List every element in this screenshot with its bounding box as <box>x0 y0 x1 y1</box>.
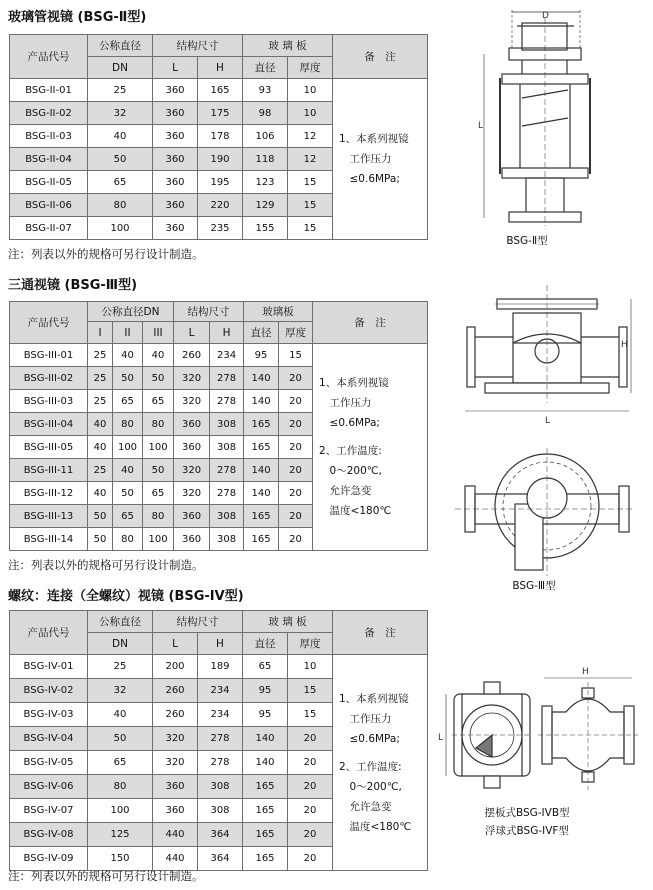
header-diam: 直径 <box>243 57 288 79</box>
header-l: L <box>153 633 198 655</box>
cell-h: 278 <box>210 459 244 482</box>
cell-l: 320 <box>174 390 210 413</box>
header-h: H <box>198 633 243 655</box>
cell-diam: 93 <box>243 79 288 102</box>
cell-dn-ii: 50 <box>113 367 143 390</box>
header-code: 产品代号 <box>10 302 88 344</box>
cell-dn-i: 50 <box>88 528 113 551</box>
cell-thick: 20 <box>279 390 313 413</box>
remark-line: ≤0.6MPa; <box>319 417 380 429</box>
section2-title: 三通视镜 (BSG-Ⅲ型) <box>8 278 138 293</box>
cell-h: 278 <box>210 390 244 413</box>
cell-code: BSG-IV-04 <box>10 727 88 751</box>
remark-line: 0～200℃, <box>319 465 382 477</box>
cell-diam: 155 <box>243 217 288 240</box>
table-row <box>10 344 428 367</box>
cell-code: BSG-IV-09 <box>10 847 88 871</box>
cell-code: BSG-II-07 <box>10 217 88 240</box>
remark-line: 1、本系列视镜 <box>339 692 409 705</box>
cell-code: BSG-III-05 <box>10 436 88 459</box>
cell-dn-ii: 80 <box>113 413 143 436</box>
bsg-iii-top-drawing <box>455 448 635 578</box>
header-thick: 厚度 <box>288 633 333 655</box>
cell-l: 360 <box>153 171 198 194</box>
remark-cell <box>333 655 428 871</box>
cell-thick: 15 <box>279 344 313 367</box>
remark-line: 1、本系列视镜 <box>339 133 409 145</box>
cell-thick: 20 <box>288 775 333 799</box>
cell-thick: 20 <box>288 727 333 751</box>
header-code: 产品代号 <box>10 611 88 655</box>
dim-h-label: H <box>582 667 589 677</box>
cell-code: BSG-IV-08 <box>10 823 88 847</box>
cell-l: 360 <box>153 217 198 240</box>
cell-dn-iii: 100 <box>143 436 174 459</box>
cell-thick: 20 <box>279 367 313 390</box>
cell-code: BSG-II-06 <box>10 194 88 217</box>
remark-line: 温度<180℃ <box>339 820 412 833</box>
header-diam: 直径 <box>243 633 288 655</box>
remark-line: 允许急变 <box>339 800 392 813</box>
header-dn: 公称直径DN <box>88 302 174 322</box>
cell-dn: 32 <box>88 679 153 703</box>
bsg-ii-caption: BSG-Ⅱ型 <box>506 235 548 247</box>
cell-diam: 140 <box>244 459 279 482</box>
spec-table-bsg-iii <box>9 301 428 551</box>
cell-code: BSG-IV-03 <box>10 703 88 727</box>
cell-diam: 165 <box>244 413 279 436</box>
cell-thick: 15 <box>288 703 333 727</box>
cell-thick: 15 <box>288 679 333 703</box>
cell-h: 189 <box>198 655 243 679</box>
cell-dn-iii: 80 <box>143 505 174 528</box>
remark-line: ≤0.6MPa; <box>339 732 400 745</box>
cell-diam: 140 <box>243 751 288 775</box>
cell-l: 260 <box>174 344 210 367</box>
cell-dn: 125 <box>88 823 153 847</box>
cell-code: BSG-II-02 <box>10 102 88 125</box>
cell-l: 200 <box>153 655 198 679</box>
cell-diam: 165 <box>243 799 288 823</box>
cell-code: BSG-II-05 <box>10 171 88 194</box>
remark-line: 1、本系列视镜 <box>319 377 389 389</box>
cell-code: BSG-III-03 <box>10 390 88 413</box>
cell-thick: 20 <box>279 505 313 528</box>
cell-diam: 98 <box>243 102 288 125</box>
cell-thick: 10 <box>288 79 333 102</box>
cell-h: 364 <box>198 823 243 847</box>
cell-code: BSG-III-02 <box>10 367 88 390</box>
header-dn-sub: DN <box>88 633 153 655</box>
remark-line: 工作压力 <box>339 153 392 165</box>
cell-dn-iii: 65 <box>143 482 174 505</box>
dim-l-label: L <box>478 121 484 131</box>
header-remark: 备 注 <box>333 35 428 79</box>
cell-dn-ii: 65 <box>113 505 143 528</box>
remark-line: 2、工作温度: <box>339 760 402 773</box>
cell-dn-iii: 50 <box>143 367 174 390</box>
cell-h: 308 <box>210 436 244 459</box>
header-l: L <box>174 322 210 344</box>
bsg-iv-drawing <box>432 660 647 800</box>
cell-dn: 40 <box>88 703 153 727</box>
header-remark: 备 注 <box>313 302 428 344</box>
cell-h: 278 <box>210 482 244 505</box>
cell-dn: 50 <box>88 727 153 751</box>
cell-dn: 65 <box>88 171 153 194</box>
header-ii: II <box>113 322 143 344</box>
cell-l: 440 <box>153 847 198 871</box>
header-i: I <box>88 322 113 344</box>
cell-code: BSG-III-01 <box>10 344 88 367</box>
remark-spacer <box>319 433 427 441</box>
dim-l-label: L <box>545 416 551 425</box>
cell-diam: 165 <box>243 823 288 847</box>
cell-h: 308 <box>198 799 243 823</box>
cell-thick: 12 <box>288 125 333 148</box>
cell-l: 360 <box>153 775 198 799</box>
cell-thick: 20 <box>288 799 333 823</box>
cell-thick: 20 <box>279 459 313 482</box>
bsg-ii-drawing <box>462 8 622 228</box>
section1-note: 注：列表以外的规格可另行设计制造。 <box>8 247 204 261</box>
cell-dn-ii: 50 <box>113 482 143 505</box>
section3-note: 注：列表以外的规格可另行设计制造。 <box>8 869 204 883</box>
cell-dn: 50 <box>88 148 153 171</box>
cell-h: 308 <box>210 505 244 528</box>
cell-code: BSG-III-04 <box>10 413 88 436</box>
cell-l: 360 <box>153 194 198 217</box>
cell-diam: 140 <box>244 482 279 505</box>
cell-thick: 15 <box>288 217 333 240</box>
cell-diam: 165 <box>243 775 288 799</box>
cell-h: 234 <box>210 344 244 367</box>
section3-title: 螺纹：连接（全螺纹）视镜 (BSG-IV型) <box>8 589 244 604</box>
cell-l: 320 <box>174 459 210 482</box>
cell-h: 220 <box>198 194 243 217</box>
header-glass: 玻璃板 <box>244 302 313 322</box>
dim-d-label: D <box>542 11 549 21</box>
bsg-iii-side-drawing <box>455 285 635 425</box>
cell-dn-i: 50 <box>88 505 113 528</box>
cell-diam: 65 <box>243 655 288 679</box>
cell-h: 278 <box>198 751 243 775</box>
cell-diam: 106 <box>243 125 288 148</box>
cell-code: BSG-III-14 <box>10 528 88 551</box>
dim-l-label: L <box>438 733 444 743</box>
cell-dn-iii: 50 <box>143 459 174 482</box>
cell-diam: 140 <box>244 390 279 413</box>
header-dn: 公称直径 <box>88 35 153 57</box>
cell-h: 235 <box>198 217 243 240</box>
cell-dn-i: 25 <box>88 459 113 482</box>
cell-dn-ii: 80 <box>113 528 143 551</box>
section1-title: 玻璃管视镜 (BSG-Ⅱ型) <box>8 10 147 25</box>
remark-cell <box>333 79 428 240</box>
cell-h: 278 <box>210 367 244 390</box>
cell-thick: 10 <box>288 102 333 125</box>
cell-dn: 100 <box>88 217 153 240</box>
remark-line: 允许急变 <box>319 485 372 497</box>
cell-thick: 20 <box>279 413 313 436</box>
remark-line: 温度<180℃ <box>319 505 392 517</box>
cell-l: 260 <box>153 703 198 727</box>
dim-h-label: H <box>621 340 628 350</box>
header-dn-sub: DN <box>88 57 153 79</box>
cell-dn-iii: 65 <box>143 390 174 413</box>
cell-thick: 20 <box>288 823 333 847</box>
cell-h: 308 <box>210 528 244 551</box>
cell-code: BSG-IV-01 <box>10 655 88 679</box>
cell-h: 195 <box>198 171 243 194</box>
cell-dn-iii: 80 <box>143 413 174 436</box>
cell-code: BSG-IV-06 <box>10 775 88 799</box>
table-row <box>10 655 428 679</box>
cell-l: 260 <box>153 679 198 703</box>
cell-thick: 20 <box>279 528 313 551</box>
header-glass: 玻 璃 板 <box>243 611 333 633</box>
cell-code: BSG-III-12 <box>10 482 88 505</box>
cell-code: BSG-II-04 <box>10 148 88 171</box>
cell-thick: 20 <box>279 482 313 505</box>
cell-l: 440 <box>153 823 198 847</box>
cell-dn: 40 <box>88 125 153 148</box>
cell-code: BSG-IV-07 <box>10 799 88 823</box>
cell-code: BSG-IV-02 <box>10 679 88 703</box>
cell-dn-i: 40 <box>88 413 113 436</box>
remark-line: 2、工作温度: <box>319 445 382 457</box>
cell-diam: 165 <box>244 505 279 528</box>
cell-l: 360 <box>153 79 198 102</box>
cell-l: 360 <box>153 799 198 823</box>
cell-dn: 150 <box>88 847 153 871</box>
cell-l: 360 <box>174 528 210 551</box>
cell-l: 320 <box>153 727 198 751</box>
cell-diam: 165 <box>244 528 279 551</box>
cell-code: BSG-II-01 <box>10 79 88 102</box>
cell-thick: 12 <box>288 148 333 171</box>
cell-thick: 15 <box>288 194 333 217</box>
cell-dn-i: 25 <box>88 367 113 390</box>
cell-l: 360 <box>174 436 210 459</box>
remark-spacer <box>339 749 427 757</box>
cell-code: BSG-III-13 <box>10 505 88 528</box>
header-size: 结构尺寸 <box>153 35 243 57</box>
bsg-ivb-caption: 摆板式BSG-IVB型 <box>484 807 570 819</box>
header-dn: 公称直径 <box>88 611 153 633</box>
header-iii: III <box>143 322 174 344</box>
cell-h: 190 <box>198 148 243 171</box>
cell-h: 364 <box>198 847 243 871</box>
cell-h: 178 <box>198 125 243 148</box>
cell-dn-ii: 100 <box>113 436 143 459</box>
section2-note: 注：列表以外的规格可另行设计制造。 <box>8 558 204 572</box>
cell-thick: 10 <box>288 655 333 679</box>
cell-diam: 95 <box>244 344 279 367</box>
cell-diam: 123 <box>243 171 288 194</box>
cell-thick: 15 <box>288 171 333 194</box>
cell-dn-i: 25 <box>88 344 113 367</box>
cell-h: 308 <box>198 775 243 799</box>
header-thick: 厚度 <box>279 322 313 344</box>
remark-line: 工作压力 <box>319 397 372 409</box>
cell-h: 308 <box>210 413 244 436</box>
remark-line: ≤0.6MPa; <box>339 173 400 185</box>
spec-table-bsg-ii <box>9 34 428 240</box>
cell-dn-i: 40 <box>88 436 113 459</box>
cell-thick: 20 <box>288 847 333 871</box>
cell-l: 360 <box>174 505 210 528</box>
spec-table-bsg-iv <box>9 610 428 871</box>
cell-l: 320 <box>174 482 210 505</box>
cell-dn: 25 <box>88 655 153 679</box>
cell-diam: 95 <box>243 703 288 727</box>
header-h: H <box>210 322 244 344</box>
cell-diam: 165 <box>244 436 279 459</box>
cell-h: 234 <box>198 679 243 703</box>
header-remark: 备 注 <box>333 611 428 655</box>
cell-l: 360 <box>153 148 198 171</box>
cell-thick: 20 <box>279 436 313 459</box>
cell-dn: 80 <box>88 194 153 217</box>
cell-l: 360 <box>153 125 198 148</box>
table-row <box>10 79 428 102</box>
cell-dn: 80 <box>88 775 153 799</box>
header-size: 结构尺寸 <box>174 302 244 322</box>
cell-h: 234 <box>198 703 243 727</box>
cell-dn: 25 <box>88 79 153 102</box>
cell-code: BSG-II-03 <box>10 125 88 148</box>
cell-code: BSG-IV-05 <box>10 751 88 775</box>
bsg-ivf-caption: 浮球式BSG-IVF型 <box>485 825 569 837</box>
remark-line: 0～200℃, <box>339 780 402 793</box>
cell-dn-iii: 100 <box>143 528 174 551</box>
cell-h: 165 <box>198 79 243 102</box>
cell-dn-ii: 40 <box>113 459 143 482</box>
cell-code: BSG-III-11 <box>10 459 88 482</box>
cell-diam: 129 <box>243 194 288 217</box>
remark-line: 工作压力 <box>339 712 392 725</box>
cell-diam: 140 <box>243 727 288 751</box>
cell-dn-i: 25 <box>88 390 113 413</box>
header-thick: 厚度 <box>288 57 333 79</box>
cell-dn: 65 <box>88 751 153 775</box>
cell-diam: 95 <box>243 679 288 703</box>
cell-l: 320 <box>153 751 198 775</box>
cell-l: 360 <box>153 102 198 125</box>
cell-h: 175 <box>198 102 243 125</box>
header-l: L <box>153 57 198 79</box>
cell-dn: 100 <box>88 799 153 823</box>
cell-h: 278 <box>198 727 243 751</box>
cell-diam: 140 <box>244 367 279 390</box>
cell-l: 360 <box>174 413 210 436</box>
cell-diam: 118 <box>243 148 288 171</box>
cell-dn-ii: 40 <box>113 344 143 367</box>
cell-dn-i: 40 <box>88 482 113 505</box>
remark-cell <box>313 344 428 551</box>
cell-thick: 20 <box>288 751 333 775</box>
header-diam: 直径 <box>244 322 279 344</box>
cell-dn-ii: 65 <box>113 390 143 413</box>
header-glass: 玻 璃 板 <box>243 35 333 57</box>
cell-l: 320 <box>174 367 210 390</box>
bsg-iii-caption: BSG-Ⅲ型 <box>512 580 556 592</box>
header-size: 结构尺寸 <box>153 611 243 633</box>
cell-diam: 165 <box>243 847 288 871</box>
cell-dn-iii: 40 <box>143 344 174 367</box>
header-code: 产品代号 <box>10 35 88 79</box>
header-h: H <box>198 57 243 79</box>
cell-dn: 32 <box>88 102 153 125</box>
